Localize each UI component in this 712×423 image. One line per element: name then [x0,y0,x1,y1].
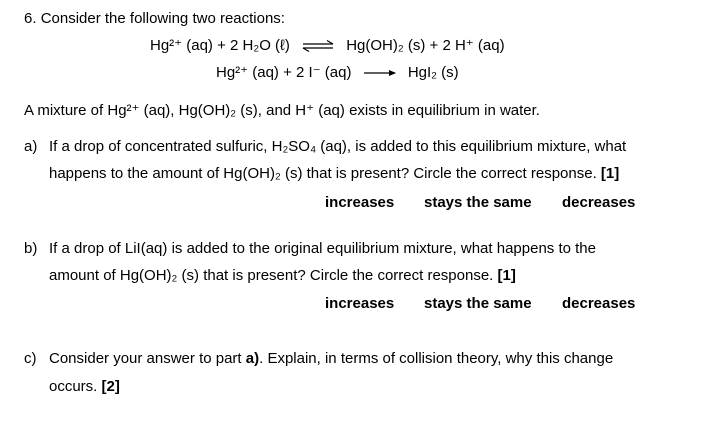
part-a-label: a) [24,138,38,155]
part-c-text-after: . Explain, in terms of collision theory, why this change [259,350,614,367]
part-b-option-decreases[interactable]: decreases [562,295,636,312]
part-b-option-stays-the-same[interactable]: stays the same [424,295,532,312]
reaction-1-rhs: Hg(OH)₂ (s) + 2 H⁺ (aq) [346,37,505,54]
part-c-line-1 [49,350,613,368]
part-b-label: b) [24,240,38,257]
forward-arrow-icon [362,67,398,79]
equilibrium-arrow-icon [300,39,336,53]
reaction-2-rhs: HgI₂ (s) [407,64,459,81]
reaction-2-lhs: Hg²⁺ (aq) + 2 I⁻ (aq) [216,64,352,81]
part-a-line-2 [49,165,619,183]
part-b-line-2 [49,267,516,285]
reaction-1-lhs: Hg²⁺ (aq) + 2 H₂O (ℓ) [150,37,290,54]
part-c-marks: [2] [101,378,120,395]
part-c-label: c) [24,350,37,367]
part-a-option-decreases[interactable]: decreases [562,194,636,211]
part-c-part-reference: a) [245,350,260,367]
part-a-marks: [1] [600,165,620,182]
question-heading [24,10,285,28]
part-c-line-2 [49,378,120,396]
part-a-option-stays-the-same[interactable]: stays the same [424,194,532,211]
part-b-option-increases[interactable]: increases [325,295,395,312]
part-b-line-1: If a drop of LiI(aq) is added to the original equilibrium mixture, what happens to the [49,240,596,257]
part-b-marks: [1] [497,267,516,284]
reaction-1 [150,37,505,55]
part-a-line-1: If a drop of concentrated sulfuric, H₂SO₄ (aq), is added to this equilibrium mixture, what [49,138,627,155]
reaction-2 [216,64,459,82]
part-c-text-before: Consider your answer to part [49,350,246,367]
part-a-option-increases[interactable]: increases [325,194,395,211]
question-number: 6. [24,10,37,27]
part-b-question: amount of Hg(OH)₂ (s) that is present? Circle the correct response. [49,267,494,284]
context-text: A mixture of Hg²⁺ (aq), Hg(OH)₂ (s), and H⁺ (aq) exists in equilibrium in water. [24,102,540,119]
part-c-occurs: occurs. [49,378,98,395]
question-intro: Consider the following two reactions: [40,10,285,27]
part-a-question: happens to the amount of Hg(OH)₂ (s) that is present? Circle the correct response. [49,165,597,182]
